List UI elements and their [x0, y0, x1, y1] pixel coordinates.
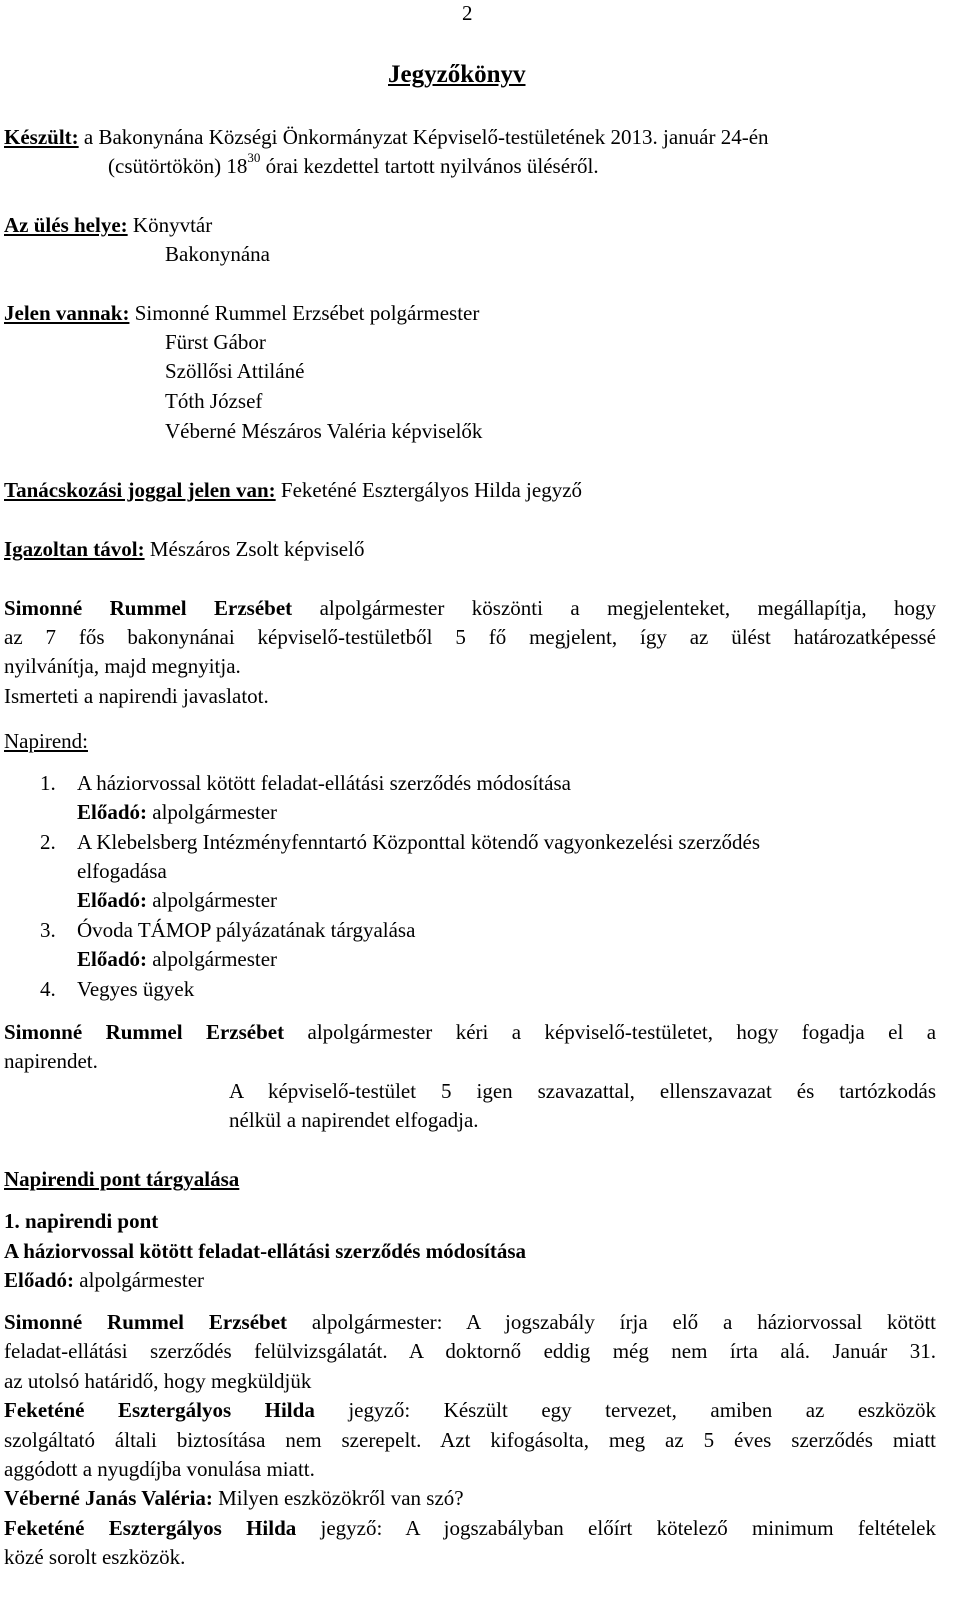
keszult-line-1: [4, 124, 769, 150]
tanacskozasi-text: Feketéné Esztergályos Hilda jegyző: [280, 478, 583, 502]
agenda-item-number: 4.: [40, 977, 56, 1001]
keszult-time-minutes: 30: [247, 150, 261, 165]
keszult-text-2b: órai kezdettel tartott nyilvános üléséről.: [260, 154, 599, 178]
napirend-heading: Napirend:: [4, 729, 88, 753]
igazoltan-line: [4, 536, 364, 562]
intro-speaker: Simonné Rummel Erzsébet: [4, 596, 293, 620]
point-title: A háziorvossal kötött feladat-ellátási szerződés módosítása: [4, 1239, 527, 1263]
presenter-label: Előadó:: [4, 1268, 75, 1292]
ules-helye-value-2: Bakonynána: [165, 242, 270, 266]
agenda-item-number: 2.: [40, 830, 56, 854]
keszult-text-2a: (csütörtökön) 18: [108, 154, 248, 178]
request-line-2: napirendet.: [4, 1049, 98, 1073]
discussion-text: jegyző: Készült egy tervezet, amiben az eszközök: [348, 1398, 936, 1422]
attendee-name: Véberné Mészáros Valéria képviselők: [165, 419, 483, 443]
discussion-p2-line-2: szolgáltató általi biztosítása nem szerepelt. Azt kifogásolta, meg az 5 éves szerződés miatt: [4, 1428, 936, 1452]
presenter-label: Előadó:: [77, 888, 148, 912]
igazoltan-label: Igazoltan távol:: [4, 537, 145, 561]
discussion-p4-line-2: közé sorolt eszközök.: [4, 1545, 186, 1569]
discussion-speaker: Feketéné Esztergályos Hilda: [4, 1516, 297, 1540]
presenter-label: Előadó:: [77, 947, 148, 971]
presenter-value: alpolgármester: [152, 888, 278, 912]
presenter-value: alpolgármester: [152, 947, 278, 971]
agenda-item-text: A háziorvossal kötött feladat-ellátási szerződés módosítása: [77, 771, 571, 795]
jelen-vannak-line-1: [4, 300, 479, 326]
targyalas-heading: Napirendi pont tárgyalása: [4, 1167, 240, 1191]
agenda-item-presenter: [77, 946, 277, 972]
discussion-p1-line-1: [4, 1309, 936, 1335]
presenter-value: alpolgármester: [152, 800, 278, 824]
discussion-text: Milyen eszközökről van szó?: [218, 1486, 464, 1510]
agenda-item-presenter: [77, 799, 277, 825]
attendee-name: Tóth József: [165, 389, 263, 413]
intro-text-1: alpolgármester köszönti a megjelenteket, megállapítja, hogy: [319, 596, 936, 620]
discussion-text: alpolgármester: A jogszabály írja elő a háziorvossal kötött: [311, 1310, 937, 1334]
request-speaker: Simonné Rummel Erzsébet: [4, 1020, 285, 1044]
point-label: 1. napirendi pont: [4, 1209, 159, 1233]
vote-line-2: nélkül a napirendet elfogadja.: [229, 1108, 479, 1132]
tanacskozasi-label: Tanácskozási joggal jelen van:: [4, 478, 276, 502]
tanacskozasi-line: [4, 477, 582, 503]
discussion-p4-line-1: [4, 1515, 936, 1541]
request-text-1: alpolgármester kéri a képviselő-testületet, hogy fogadja el a: [307, 1020, 937, 1044]
keszult-text-1: a Bakonynána Községi Önkormányzat Képviselő-testületének 2013. január 24-én: [83, 125, 769, 149]
intro-line-2: az 7 fős bakonynánai képviselő-testületből 5 fő megjelent, így az ülést határozatképessé: [4, 625, 936, 649]
point-presenter: [4, 1267, 204, 1293]
intro-line-4: Ismerteti a napirendi javaslatot.: [4, 684, 269, 708]
discussion-p2-line-1: [4, 1397, 936, 1423]
igazoltan-text: Mészáros Zsolt képviselő: [149, 537, 365, 561]
discussion-p3-line: [4, 1485, 464, 1511]
page-number: 2: [462, 1, 473, 25]
attendee-name: Simonné Rummel Erzsébet polgármester: [134, 301, 480, 325]
discussion-speaker: Feketéné Esztergályos Hilda: [4, 1398, 315, 1422]
agenda-item-number: 1.: [40, 771, 56, 795]
ules-helye-value-1: Könyvtár: [132, 213, 213, 237]
discussion-speaker: Véberné Janás Valéria:: [4, 1486, 213, 1510]
presenter-value: alpolgármester: [79, 1268, 205, 1292]
presenter-label: Előadó:: [77, 800, 148, 824]
attendee-name: Szöllősi Attiláné: [165, 359, 305, 383]
discussion-text: jegyző: A jogszabályban előírt kötelező minimum feltételek: [320, 1516, 936, 1540]
discussion-speaker: Simonné Rummel Erzsébet: [4, 1310, 288, 1334]
ules-helye-label: Az ülés helye:: [4, 213, 128, 237]
jelen-vannak-label: Jelen vannak:: [4, 301, 130, 325]
agenda-item-text: Óvoda TÁMOP pályázatának tárgyalása: [77, 918, 416, 942]
agenda-item-text: Vegyes ügyek: [77, 977, 195, 1001]
intro-line-3: nyilvánítja, majd megnyitja.: [4, 654, 241, 678]
attendee-name: Fürst Gábor: [165, 330, 266, 354]
discussion-p1-line-3: az utolsó határidő, hogy megküldjük: [4, 1369, 312, 1393]
agenda-item-text-continued: elfogadása: [77, 859, 167, 883]
intro-line-1: [4, 595, 936, 621]
document-title: Jegyzőkönyv: [388, 61, 526, 88]
request-line-1: [4, 1019, 936, 1045]
agenda-item-presenter: [77, 887, 277, 913]
keszult-label: Készült:: [4, 125, 79, 149]
vote-line-1: A képviselő-testület 5 igen szavazattal, ellenszavazat és tartózkodás: [229, 1079, 936, 1103]
agenda-item-text: A Klebelsberg Intézményfenntartó Központtal kötendő vagyonkezelési szerződés: [77, 830, 761, 854]
ules-helye-line-1: [4, 212, 212, 238]
agenda-item-number: 3.: [40, 918, 56, 942]
keszult-line-2: [108, 150, 599, 179]
discussion-p1-line-2: feladat-ellátási szerződés felülvizsgálatát. A doktornő eddig még nem írta alá. Január 31.: [4, 1339, 936, 1363]
discussion-p2-line-3: aggódott a nyugdíjba vonulása miatt.: [4, 1457, 315, 1481]
